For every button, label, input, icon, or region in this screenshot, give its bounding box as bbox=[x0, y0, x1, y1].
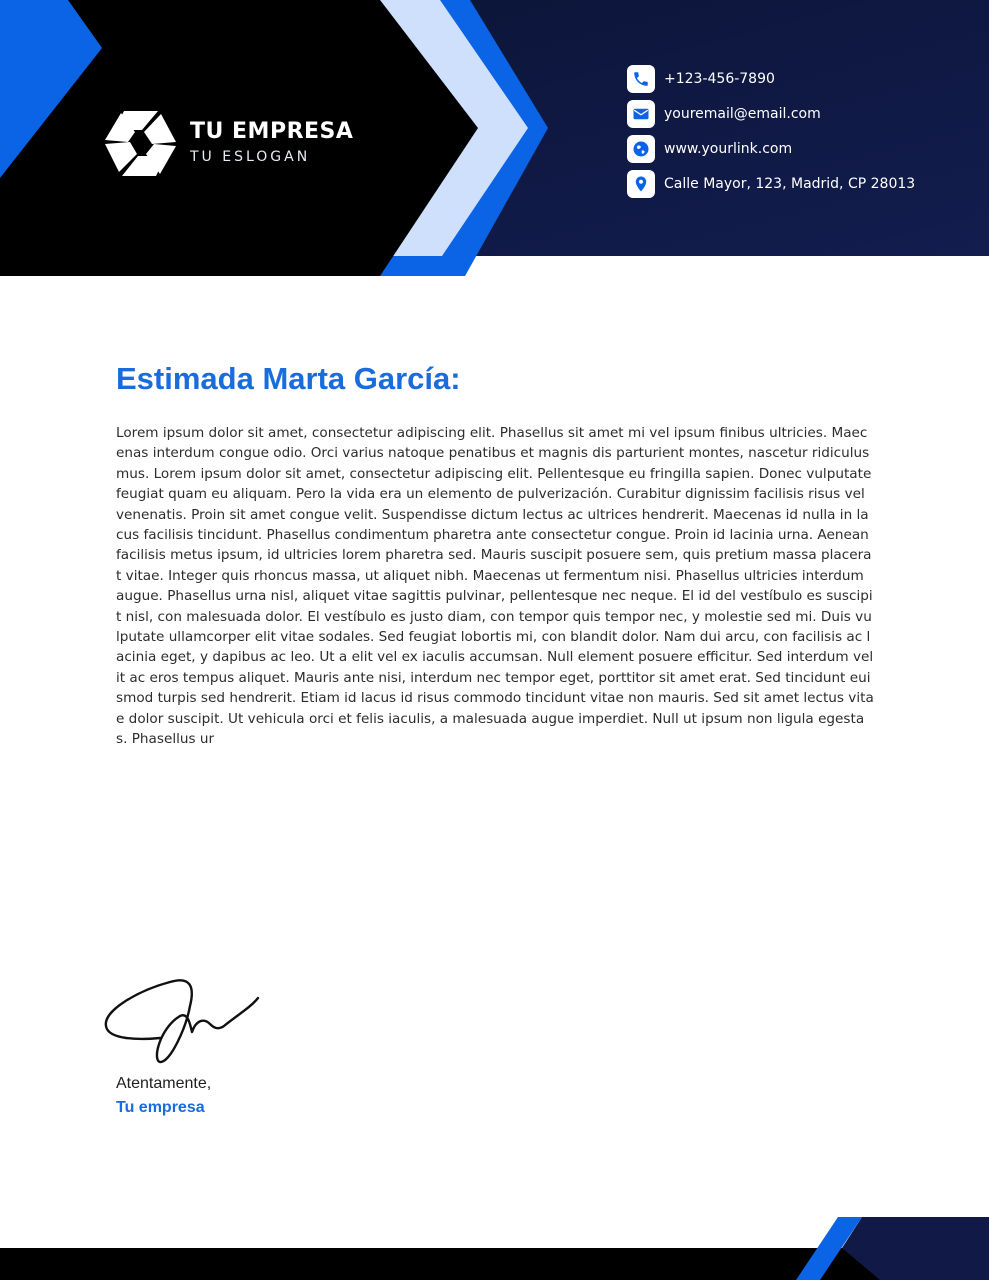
contact-address-text: Calle Mayor, 123, Madrid, CP 28013 bbox=[664, 176, 916, 192]
contact-email-text: youremail@email.com bbox=[664, 106, 821, 122]
letter-greeting: Estimada Marta García: bbox=[116, 361, 461, 396]
contact-phone-text: +123-456-7890 bbox=[664, 71, 775, 87]
aperture-logo-icon bbox=[104, 108, 178, 178]
company-slogan: TU ESLOGAN bbox=[190, 149, 311, 165]
contact-address[interactable] bbox=[627, 170, 967, 198]
handwritten-signature bbox=[100, 968, 265, 1073]
contact-email[interactable] bbox=[627, 100, 967, 128]
footer-background bbox=[0, 1210, 989, 1280]
globe-icon bbox=[627, 135, 655, 163]
contact-website[interactable] bbox=[627, 135, 967, 163]
phone-icon bbox=[627, 65, 655, 93]
location-pin-icon bbox=[627, 170, 655, 198]
closing-company: Tu empresa bbox=[116, 1099, 205, 1116]
contact-phone[interactable] bbox=[627, 65, 967, 93]
letter-body: Lorem ipsum dolor sit amet, consectetur adipiscing elit. Phasellus sit amet mi vel ipsum finibus ultricies. Maecenas interdum congue odio. Orci varius natoque penatibus et magnis dis parturient montes, nascetur ridiculus mus. Lorem ipsum dolor sit amet, consectetur adipiscing elit. Pellentesque eu fringilla sapien. Donec vulputate feugiat quam eu aliquam. Pero la vida era un elemento de pulverización. Curabitur dignissim facilisis risus vel venenatis. Proin sit amet congue velit. Suspendisse dictum lectus ac ultrices hendrerit. Maecenas id nulla in lacus facilisis tincidunt. Phasellus condimentum pharetra ante consectetur congue. Proin id lacinia urna. Aenean facilisis metus ipsum, id ultricies lorem pharetra sed. Mauris suscipit posuere sem, quis pretium massa placerat vitae. Integer quis rhoncus massa, ut aliquet nibh. Maecenas ut fermentum nisi. Phasellus ultricies interdum augue. Phasellus urna nisl, aliquet vitae sagittis pulvinar, pellentesque nec neque. El id del vestíbulo es suscipit nisl, con malesuada dolor. El vestíbulo es justo diam, con tempor quis tempor nec, y molestie sed mi. Duis vulputate ullamcorper elit vitae sodales. Sed feugiat lobortis mi, con blandit dolor. Nam dui arcu, con facilisis ac lacinia eget, y dapibus ac leo. Ut a elit vel ex iaculis accumsan. Null element posuere efficitur. Sed interdum velit ac eros tempus aliquet. Mauris ante nisi, interdum nec tempor eget, porttitor sit amet erat. Sed tincidunt euismod turpis sed hendrerit. Etiam id lacus id risus commodo tincidunt vitae non mauris. Sed sit amet lectus vitae dolor suscipit. Ut vehicula orci et felis iaculis, a malesuada augue imperdiet. Null ut ipsum non ligula egestas. Phasellus ur bbox=[116, 425, 874, 748]
contact-website-text: www.yourlink.com bbox=[664, 141, 793, 157]
company-name: TU EMPRESA bbox=[190, 119, 354, 144]
closing-text: Atentamente, bbox=[116, 1075, 212, 1092]
mail-icon bbox=[627, 100, 655, 128]
contact-list bbox=[627, 65, 967, 205]
company-logo bbox=[104, 108, 353, 178]
footer-black-band bbox=[0, 1248, 989, 1280]
